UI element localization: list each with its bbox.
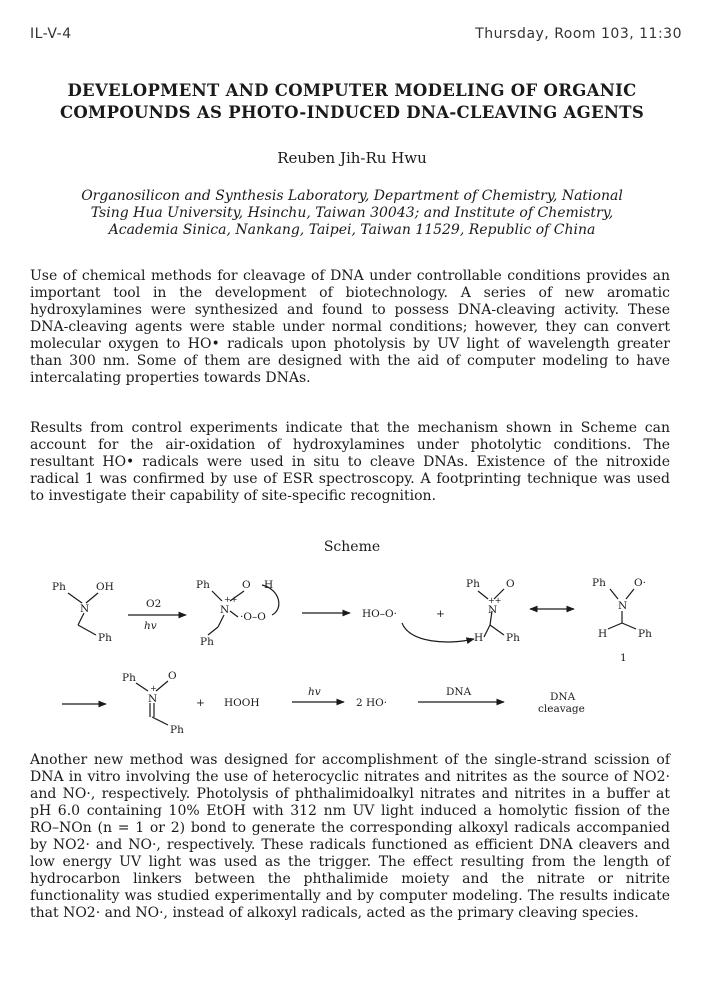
paper-title <box>20 80 684 124</box>
hydrogen-peroxide-label: HOOH <box>224 697 260 709</box>
charge-label: ++ <box>488 596 502 605</box>
nitrogen-label: N <box>80 603 90 615</box>
bond <box>156 681 168 691</box>
light-label: hv <box>308 686 321 698</box>
affiliation-line-1: Organosilicon and Synthesis Laboratory, Department of Chemistry, National <box>81 188 623 204</box>
hydrogen-label: H <box>264 579 274 591</box>
bond <box>610 589 618 599</box>
bond <box>230 611 238 617</box>
affiliation <box>20 188 684 239</box>
bond <box>208 627 218 635</box>
nitrogen-label: N <box>220 604 230 616</box>
light-label: hv <box>144 620 157 632</box>
charge-label: ++ <box>224 595 238 604</box>
abstract-paragraph-2: Results from control experiments indicate that the mechanism shown in Scheme can account for the air-oxidation of hydroxylamines under photolytic conditions. The resultant HO• radicals were used in situ to cleave DNAs. Existence of the nitroxide radical 1 was confirmed by use of ESR spectroscopy. A footprinting technique was used to investigate their capability of site-specific recognition. <box>30 420 670 504</box>
phenyl-label: Ph <box>592 577 606 589</box>
phenyl-label: Ph <box>98 632 112 644</box>
nitroxide-oxygen-label: O· <box>634 577 646 589</box>
dna-cleavage-label-line-2: cleavage <box>538 703 585 715</box>
bond <box>86 593 98 603</box>
hydrogen-label: H <box>474 632 484 644</box>
peroxy-label: ·O–O <box>240 611 266 623</box>
hydroperoxyl-radical-label: HO–O· <box>362 608 397 620</box>
compound-number: 1 <box>620 652 627 664</box>
bond <box>68 593 82 603</box>
hydroxyl-label: OH <box>96 581 114 593</box>
phenyl-label: Ph <box>638 628 652 640</box>
paper-title-line-2: COMPOUNDS AS PHOTO-INDUCED DNA-CLEAVING AGENTS <box>59 103 645 122</box>
abstract-paragraph-1: Use of chemical methods for cleavage of DNA under controllable conditions provides an important tool in the development of biotechnology. A series of new aromatic hydroxylamines were synthesized and found to possess DNA-cleaving activity. These DNA-cleaving agents were stable under normal conditions; however, they can convert molecular oxygen to HO• radicals upon photolysis by UV light of wavelength greater than 300 nm. Some of them are designed with the aid of computer modeling to have intercalating properties towards DNAs. <box>30 268 670 386</box>
phenyl-label: Ph <box>170 724 184 736</box>
bond <box>136 683 148 691</box>
nitrogen-label: N <box>148 693 158 705</box>
oxygen-label: O <box>242 579 251 591</box>
dna-cleavage-label-line-1: DNA <box>550 691 576 703</box>
author-name: Reuben Jih-Ru Hwu <box>277 149 427 167</box>
bond <box>490 625 504 635</box>
dna-reagent-label: DNA <box>446 686 472 698</box>
oxygen-label: O <box>168 670 177 682</box>
affiliation-line-3: Academia Sinica, Nankang, Taipei, Taiwan 11529, Republic of China <box>108 222 596 238</box>
bond <box>608 623 622 629</box>
phenyl-label: Ph <box>200 636 214 648</box>
nitrogen-label: N <box>488 604 498 616</box>
bond <box>622 623 636 629</box>
scheme-title: Scheme <box>323 539 381 555</box>
bond <box>212 591 222 601</box>
session-code: IL-V-4 <box>30 26 72 42</box>
phenyl-label: Ph <box>52 581 66 593</box>
bond <box>626 589 634 599</box>
phenyl-label: Ph <box>122 672 136 684</box>
charge-label: + <box>150 684 157 693</box>
hydroxyl-radical-label: 2 HO· <box>356 697 388 709</box>
oxygen-label: O <box>506 578 515 590</box>
abstract-paragraph-3: Another new method was designed for accomplishment of the single-strand scission of DNA in vitro involving the use of heterocyclic nitrates and nitrites as the source of NO2· and NO·, respectively. Photolysis of phthalimidoalkyl nitrates and nitrites in a buffer at pH 6.0 containing 10% EtOH with 312 nm UV light induced a homolytic fission of the RO–NOn (n = 1 or 2) bond to generate the corresponding alkoxyl radicals accompanied by NO2· and NO·, respectively. These radicals functioned as efficient DNA cleavers and low energy UV light was used as the trigger. The effect resulting from the length of hydrocarbon linkers between the phthalimide moiety and the nitrate or nitrite functionality was studied experimentally and by computer modeling. The results indicate that NO2· and NO·, instead of alkoxyl radicals, acted as the primary cleaving species. <box>30 752 670 921</box>
bond <box>218 615 224 627</box>
plus-label: + <box>196 697 205 709</box>
electron-arrow <box>402 623 474 642</box>
session-time: Thursday, Room 103, 11:30 <box>475 26 682 42</box>
nitrogen-label: N <box>618 600 628 612</box>
plus-label: + <box>436 608 445 620</box>
bond <box>78 625 96 635</box>
affiliation-line-2: Tsing Hua University, Hsinchu, Taiwan 30043; and Institute of Chemistry, <box>90 205 614 221</box>
oxygen-reagent-label: O2 <box>146 598 162 610</box>
phenyl-label: Ph <box>506 632 520 644</box>
bond <box>478 591 488 599</box>
hydrogen-label: H <box>598 628 608 640</box>
bond <box>152 717 168 725</box>
phenyl-label: Ph <box>196 579 210 591</box>
bond <box>484 625 490 637</box>
phenyl-label: Ph <box>466 578 480 590</box>
reaction-scheme <box>0 565 704 745</box>
paper-title-line-1: DEVELOPMENT AND COMPUTER MODELING OF ORGANIC <box>67 81 637 100</box>
